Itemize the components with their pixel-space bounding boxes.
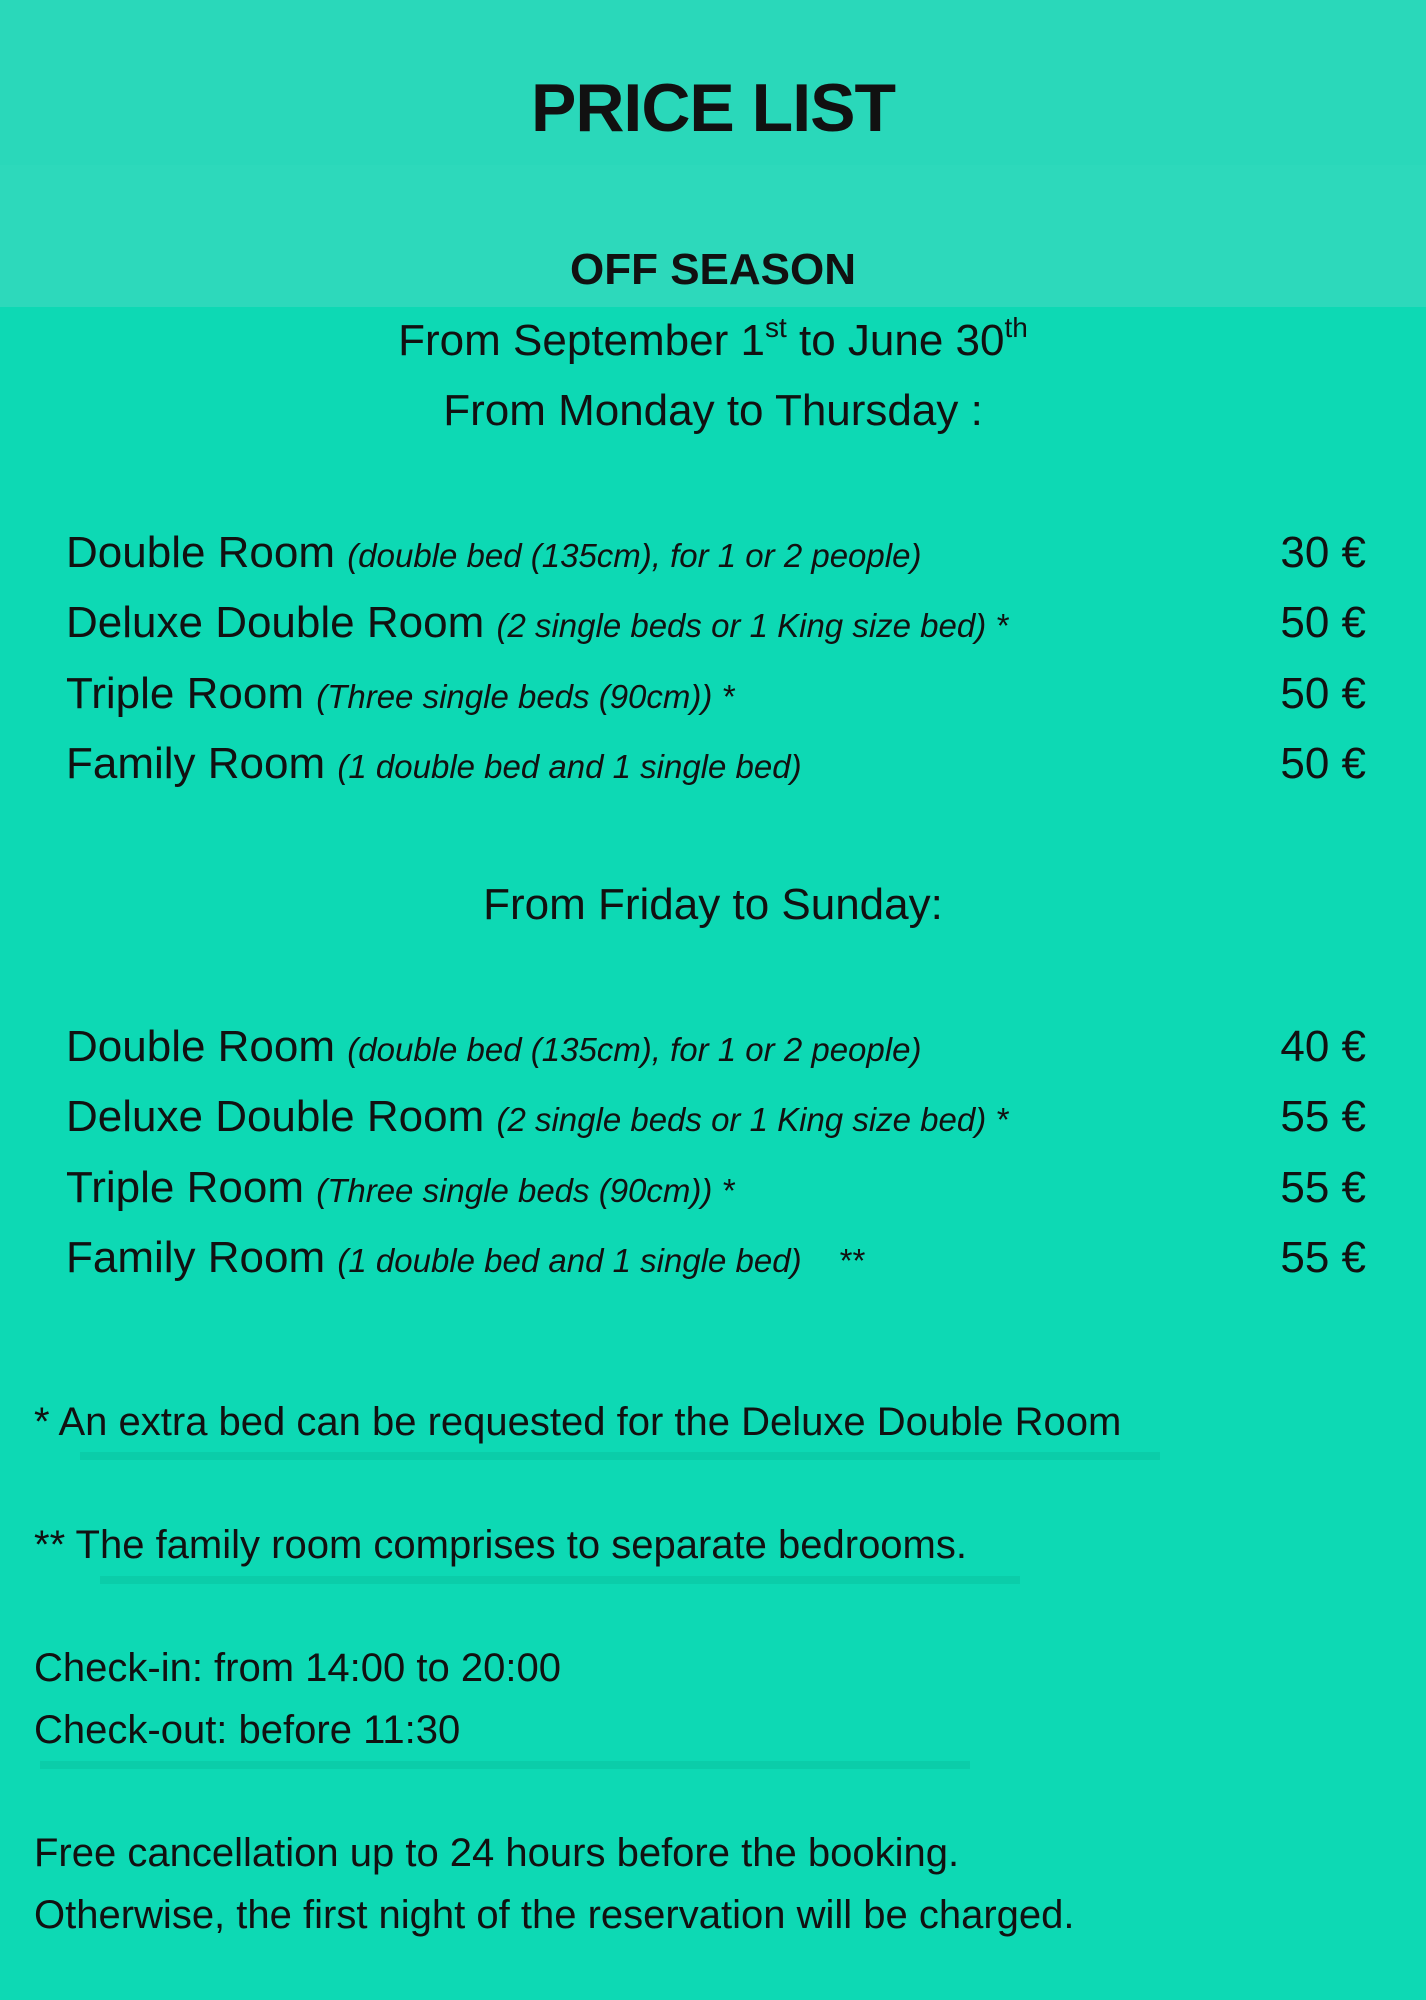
room-title: Triple Room xyxy=(66,669,304,718)
room-name xyxy=(66,1158,734,1221)
dates-end: to June 30 xyxy=(786,316,1005,365)
room-title: Double Room xyxy=(66,1022,336,1071)
room-description: (1 double bed and 1 single bed) xyxy=(337,748,802,785)
room-price: 30 € xyxy=(1280,528,1366,577)
note-extra-bed: * An extra bed can be requested for the Deluxe Double Room xyxy=(34,1400,1122,1444)
price-row xyxy=(66,734,1366,794)
room-name xyxy=(66,593,1008,656)
room-price: 50 € xyxy=(1280,739,1366,788)
note-family-room: ** The family room comprises to separate bedrooms. xyxy=(34,1523,967,1567)
room-description: (1 double bed and 1 single bed) xyxy=(337,1242,802,1279)
room-price: 55 € xyxy=(1280,1092,1366,1141)
price-row xyxy=(66,1087,1366,1147)
price-row xyxy=(66,1017,1366,1077)
room-name xyxy=(66,523,921,586)
room-title: Triple Room xyxy=(66,1163,304,1212)
price-row xyxy=(66,523,1366,583)
room-name xyxy=(66,1017,921,1080)
price-row xyxy=(66,1228,1366,1288)
room-name xyxy=(66,1228,864,1291)
dates-start-suffix: st xyxy=(764,312,787,343)
season-dates xyxy=(0,313,1426,369)
room-description: (Three single beds (90cm)) * xyxy=(316,678,735,715)
weekend-heading: From Friday to Sunday: xyxy=(483,880,943,929)
note-underline-shadow xyxy=(80,1452,1160,1460)
room-description: (double bed (135cm), for 1 or 2 people) xyxy=(347,1031,922,1068)
season-heading: OFF SEASON xyxy=(569,245,857,294)
room-price: 55 € xyxy=(1280,1233,1366,1282)
room-title: Family Room xyxy=(66,739,326,788)
note-underline-shadow xyxy=(40,1761,970,1769)
room-price: 40 € xyxy=(1280,1022,1366,1071)
weekday-heading: From Monday to Thursday : xyxy=(443,386,983,435)
room-footnote-mark: ** xyxy=(801,1242,864,1279)
dates-start: From September 1 xyxy=(398,316,765,365)
page-title: PRICE LIST xyxy=(530,70,896,146)
cancellation-charge: Otherwise, the first night of the reservation will be charged. xyxy=(34,1893,1075,1937)
checkout-time: Check-out: before 11:30 xyxy=(34,1708,461,1752)
room-title: Deluxe Double Room xyxy=(66,598,485,647)
room-name xyxy=(66,1087,1008,1150)
room-title: Deluxe Double Room xyxy=(66,1092,485,1141)
room-title: Family Room xyxy=(66,1233,326,1282)
room-name xyxy=(66,664,734,727)
room-description: (double bed (135cm), for 1 or 2 people) xyxy=(347,537,922,574)
room-name xyxy=(66,734,802,797)
price-row xyxy=(66,593,1366,653)
room-price: 50 € xyxy=(1280,669,1366,718)
cancellation-policy: Free cancellation up to 24 hours before the booking. xyxy=(34,1831,960,1875)
dates-end-suffix: th xyxy=(1004,312,1028,343)
price-row xyxy=(66,1158,1366,1218)
price-row xyxy=(66,664,1366,724)
room-description: (2 single beds or 1 King size bed) * xyxy=(496,607,1009,644)
checkin-time: Check-in: from 14:00 to 20:00 xyxy=(34,1646,561,1690)
room-description: (Three single beds (90cm)) * xyxy=(316,1172,735,1209)
room-price: 50 € xyxy=(1280,598,1366,647)
room-description: (2 single beds or 1 King size bed) * xyxy=(496,1101,1009,1138)
room-title: Double Room xyxy=(66,528,336,577)
room-price: 55 € xyxy=(1280,1163,1366,1212)
note-underline-shadow xyxy=(100,1576,1020,1584)
